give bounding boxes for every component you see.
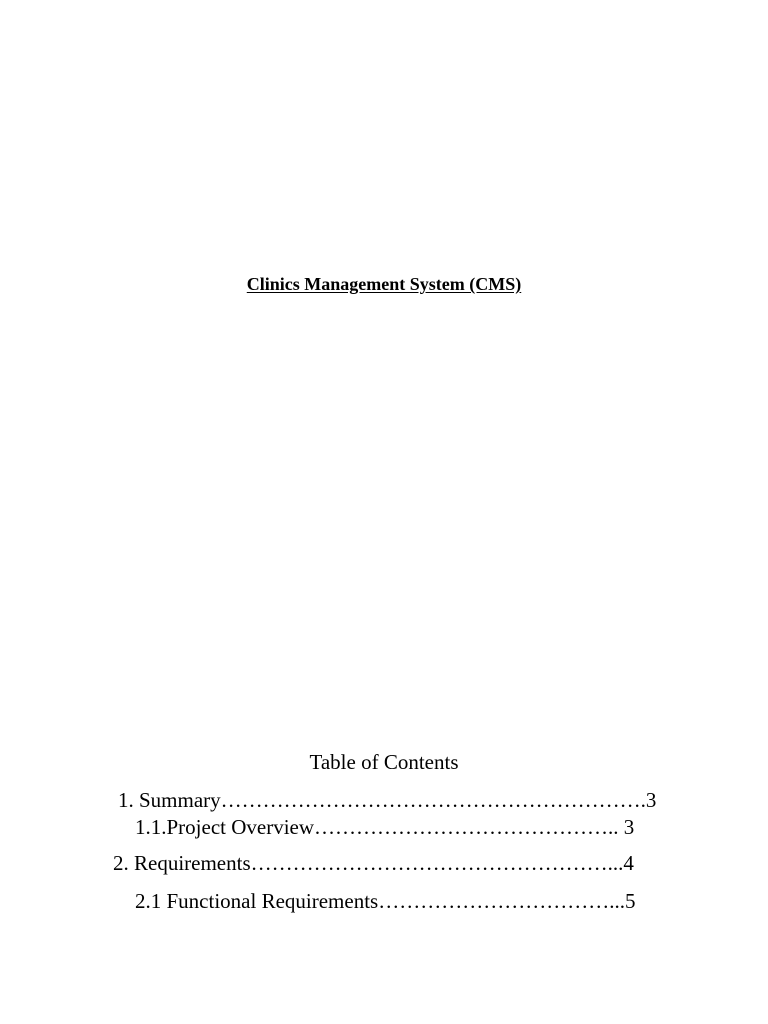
toc-entry-requirements: 2. Requirements……………………………………………...4 — [113, 851, 634, 875]
toc-heading: Table of Contents — [309, 750, 459, 774]
document-title: Clinics Management System (CMS) — [246, 274, 522, 294]
toc-entry-functional-requirements: 2.1 Functional Requirements……………………………...5 — [135, 889, 636, 913]
toc-entry-summary: 1. Summary…………………………………………………….3 — [118, 788, 657, 812]
toc-entry-project-overview: 1.1.Project Overview…………………………………….. 3 — [135, 815, 635, 839]
